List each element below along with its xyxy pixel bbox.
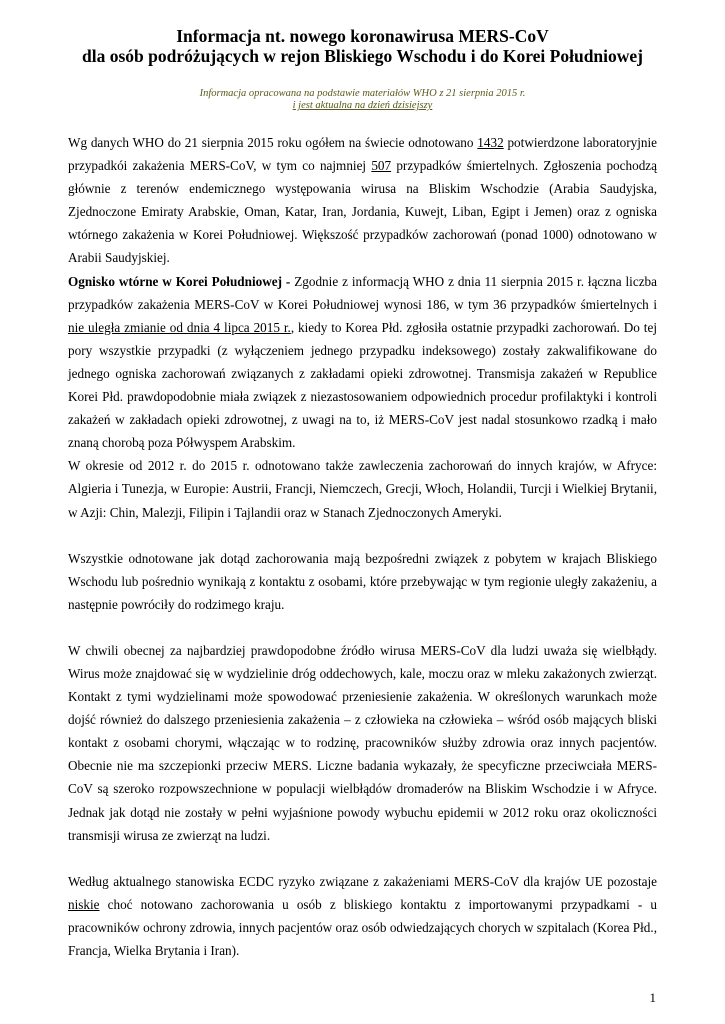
document-title xyxy=(50,26,675,66)
paragraph-korea-outbreak xyxy=(68,270,657,455)
page-number: 1 xyxy=(649,990,656,1005)
risk-level-value: niskie xyxy=(68,896,100,912)
total-cases-value: 1432 xyxy=(477,135,504,150)
subtitle-line-1: Informacja opracowana na podstawie materiałów WHO z 21 sierpnia 2015 r. xyxy=(199,88,526,99)
paragraph-who-statistics xyxy=(68,131,657,270)
text-run: Zgodnie z informacją WHO z dnia 11 sierpnia 2015 r. łączna liczba przypadków zakażenia MERS-CoV w Korei Południowej wynosi 186, w tym 36 przypadków śmiertelnych i xyxy=(68,273,657,312)
text-run: potwierdzone laboratoryjnie przypadkói zakażenia MERS-CoV, w tym co najmniej xyxy=(68,135,657,174)
paragraph-ecdc-risk xyxy=(68,870,657,962)
document-body xyxy=(68,131,657,962)
korea-section-heading: Ognisko wtórne w Korei Południowej - xyxy=(68,273,295,289)
text-run: Według aktualnego stanowiska ECDC ryzyko związane z zakażeniami MERS-CoV dla krajów UE pozostaje xyxy=(68,873,657,889)
subtitle-line-2: i jest aktualna na dzień dzisiejszy xyxy=(292,100,433,111)
text-run: Wg danych WHO do 21 sierpnia 2015 roku ogółem na świecie odnotowano xyxy=(68,135,478,150)
text-run: przypadków śmiertelnych. Zgłoszenia pochodzą głównie z terenów endemicznego występowania wirusa na Bliskim Wschodzie (Arabia Saudyjska, Zjednoczone Emiraty Arabskie, Oman, Katar, Iran, Jordania, Kuwejt, Liban, Egipt i Jemen) oraz z ogniska wtórnego zakażenia w Korei Południowej. Większość przypadków zachorowań (ponad 1000) odnotowano w Arabii Saudyjskiej. xyxy=(68,158,657,266)
paragraph-middle-east-link: Wszystkie odnotowane jak dotąd zachorowania mają bezpośredni związek z pobytem w krajach Bliskiego Wschodu lub pośrednio wynikają z kontaktu z osobami, które przebywając w tym regionie uległy zakażeniu, a następnie powróciły do rodzimego kraju. xyxy=(68,550,657,612)
title-line-2: dla osób podróżujących w rejon Bliskiego Wschodu i do Korei Południowej xyxy=(81,46,644,66)
paragraph-camels-source: W chwili obecnej za najbardziej prawdopodobne źródło wirusa MERS-CoV dla ludzi uważa się wielbłądy. Wirus może znajdować się w wydzielinie dróg oddechowych, kale, moczu oraz w mleku zakażonych zwierząt. Kontakt z tymi wydzielinami może spowodować przeniesienie zakażenia. W określonych warunkach może dojść również do dalszego przeniesienia zakażenia – z człowieka na człowieka – wśród osób mających bliski kontakt z osobami chorymi, włączając w to rodzinę, pracowników służby zdrowia oraz innych pacjentów. Obecnie nie ma szczepionki przeciw MERS. Liczne badania wykazały, że specyficzne przeciwciała MERS-CoV są szeroko rozpowszechnione w populacji wielbłądów dromaderów na Bliskim Wschodzie i w Afryce. Jednak jak dotąd nie zostały w pełni wyjaśnione powody wybuchu epidemii w 2012 roku oraz okoliczności transmisji wirusa ze zwierząt na ludzi. xyxy=(68,642,657,843)
text-run: choć notowano zachorowania u osób z bliskiego kontaktu z importowanymi przypadkami - u pracowników ochrony zdrowia, innych pacjentów oraz osób odwiedzających chorych w szpitalach (Korea Płd., Francja, Wielka Brytania i Iran). xyxy=(68,896,657,958)
paragraph-imported-cases: W okresie od 2012 r. do 2015 r. odnotowano także zawleczenia zachorowań do innych krajów, w Afryce: Algieria i Tunezja, w Europie: Austrii, Francji, Niemczech, Grecji, Włoch, Holandii, Turcji i Wielkiej Brytanii, w Azji: Chin, Malezji, Filipin i Tajlandii oraz w Stanach Zjednoczonych Ameryki. xyxy=(68,458,657,520)
death-count-value: 507 xyxy=(371,158,392,174)
title-line-1: Informacja nt. nowego koronawirusa MERS-CoV xyxy=(176,26,549,46)
document-subtitle xyxy=(50,88,675,112)
unchanged-since-note: nie uległa zmianie od dnia 4 lipca 2015 r. xyxy=(68,319,291,335)
text-run: , kiedy to Korea Płd. zgłosiła ostatnie przypadki zachorowań. Do tej pory wszystkie przypadki (z wyłączeniem jednego przypadku indeksowego) zostały zakwalifikowane do jednego ogniska zachorowań związanych z zakładami opieki zdrowotnej. Transmisja zakażeń w Republice Korei Płd. prawdopodobnie miała związek z niezastosowaniem odpowiednich procedur profilaktyki i kontroli zakażeń w zakładach opieki zdrowotnej, z uwagi na to, iż MERS-CoV jest nadal stosunkowo rzadką i mało znaną chorobą poza Półwyspem Arabskim. xyxy=(68,319,657,451)
